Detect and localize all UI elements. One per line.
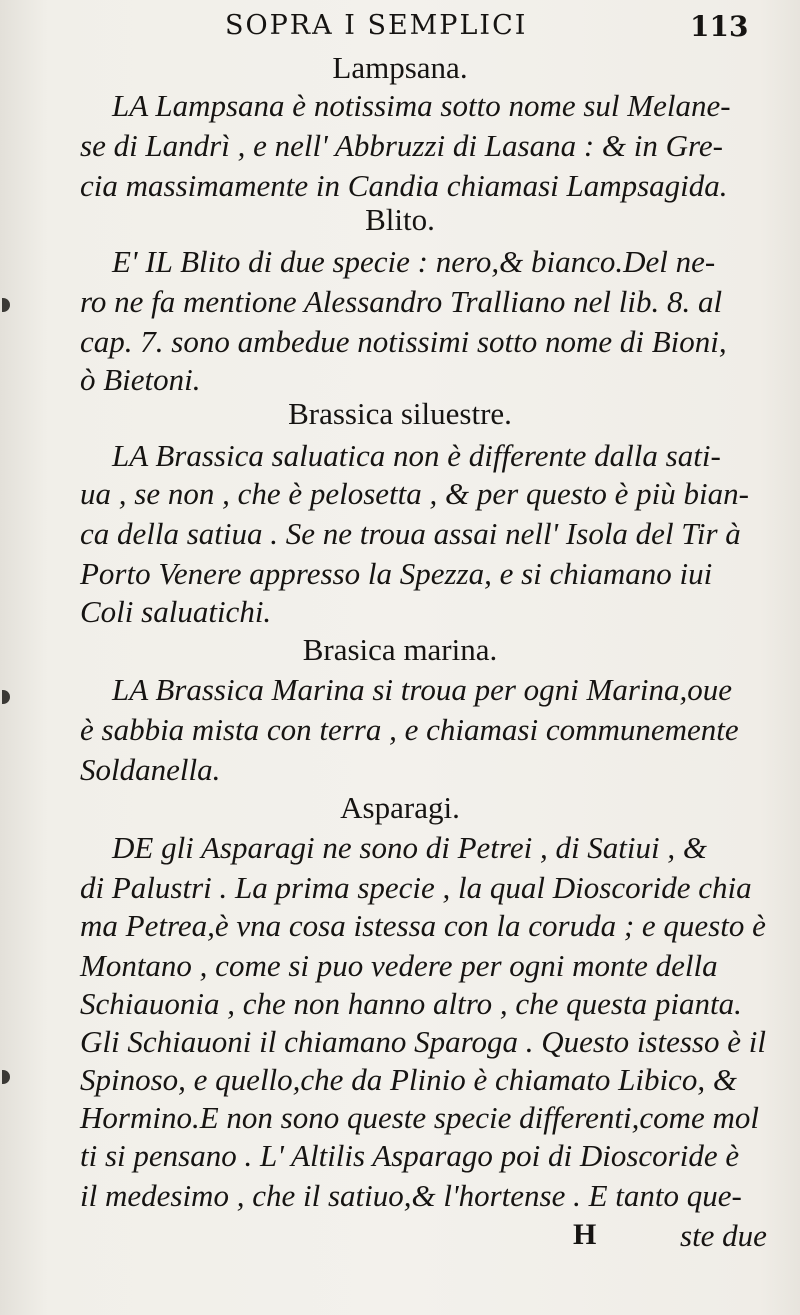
margin-mark <box>2 298 10 312</box>
running-title: SOPRA I SEMPLICI <box>225 10 528 41</box>
signature-mark: H <box>573 1218 597 1251</box>
text-line: LA Brassica saluatica non è differente dalla sati- <box>112 438 721 473</box>
text-line: cap. 7. sono ambedue notissimi sotto nome di Bioni, <box>80 324 727 359</box>
section-heading-asparagi: Asparagi. <box>340 790 460 825</box>
text-line: se di Landrì , e nell' Abbruzzi di Lasana : & in Gre- <box>80 128 724 163</box>
text-line: Spinoso, e quello,che da Plinio è chiamato Libico, & <box>80 1062 737 1097</box>
text-line: Coli saluatichi. <box>80 594 272 629</box>
text-line: DE gli Asparagi ne sono di Petrei , di Satiui , & <box>112 830 708 865</box>
text-line: Hormino.E non sono queste specie differenti,come mol <box>80 1100 760 1135</box>
section-heading-brassica-siluestre: Brassica siluestre. <box>288 396 512 431</box>
text-line: Gli Schiauoni il chiamano Sparoga . Questo istesso è il <box>80 1024 766 1059</box>
text-line: ua , se non , che è pelosetta , & per questo è più bian- <box>80 476 749 511</box>
section-heading-brasica-marina: Brasica marina. <box>302 632 498 667</box>
text-line: cia massimamente in Candia chiamasi Lampsagida. <box>80 168 728 203</box>
margin-mark <box>2 690 10 704</box>
text-line: il medesimo , che il satiuo,& l'hortense . E tanto que- <box>80 1178 742 1213</box>
text-line: Porto Venere appresso la Spezza, e si chiamano iui <box>80 556 713 591</box>
text-line: Montano , come si puo vedere per ogni monte della <box>80 948 718 983</box>
section-heading-lampsana: Lampsana. <box>332 50 468 85</box>
catchword: ste due <box>680 1218 767 1253</box>
text-line: LA Lampsana è notissima sotto nome sul Melane- <box>112 88 731 123</box>
text-line: ro ne fa mentione Alessandro Tralliano nel lib. 8. al <box>80 284 723 319</box>
section-heading-blito: Blito. <box>365 202 435 237</box>
text-line: E' IL Blito di due specie : nero,& bianco.Del ne- <box>112 244 716 279</box>
text-line: ma Petrea,è vna cosa istessa con la coruda ; e questo è <box>80 908 766 943</box>
text-line: Soldanella. <box>80 752 221 787</box>
text-line: è sabbia mista con terra , e chiamasi communemente <box>80 712 739 747</box>
text-line: ò Bietoni. <box>80 362 201 397</box>
page-number: 113 <box>690 10 749 43</box>
text-line: ca della satiua . Se ne troua assai nell' Isola del Tir à <box>80 516 741 551</box>
text-line: ti si pensano . L' Altilis Asparago poi di Dioscoride è <box>80 1138 740 1173</box>
text-line: Schiauonia , che non hanno altro , che questa pianta. <box>80 986 742 1021</box>
text-line: LA Brassica Marina si troua per ogni Marina,oue <box>112 672 733 707</box>
margin-mark <box>2 1070 10 1084</box>
running-head <box>0 8 800 48</box>
text-line: di Palustri . La prima specie , la qual Dioscoride chia <box>80 870 752 905</box>
